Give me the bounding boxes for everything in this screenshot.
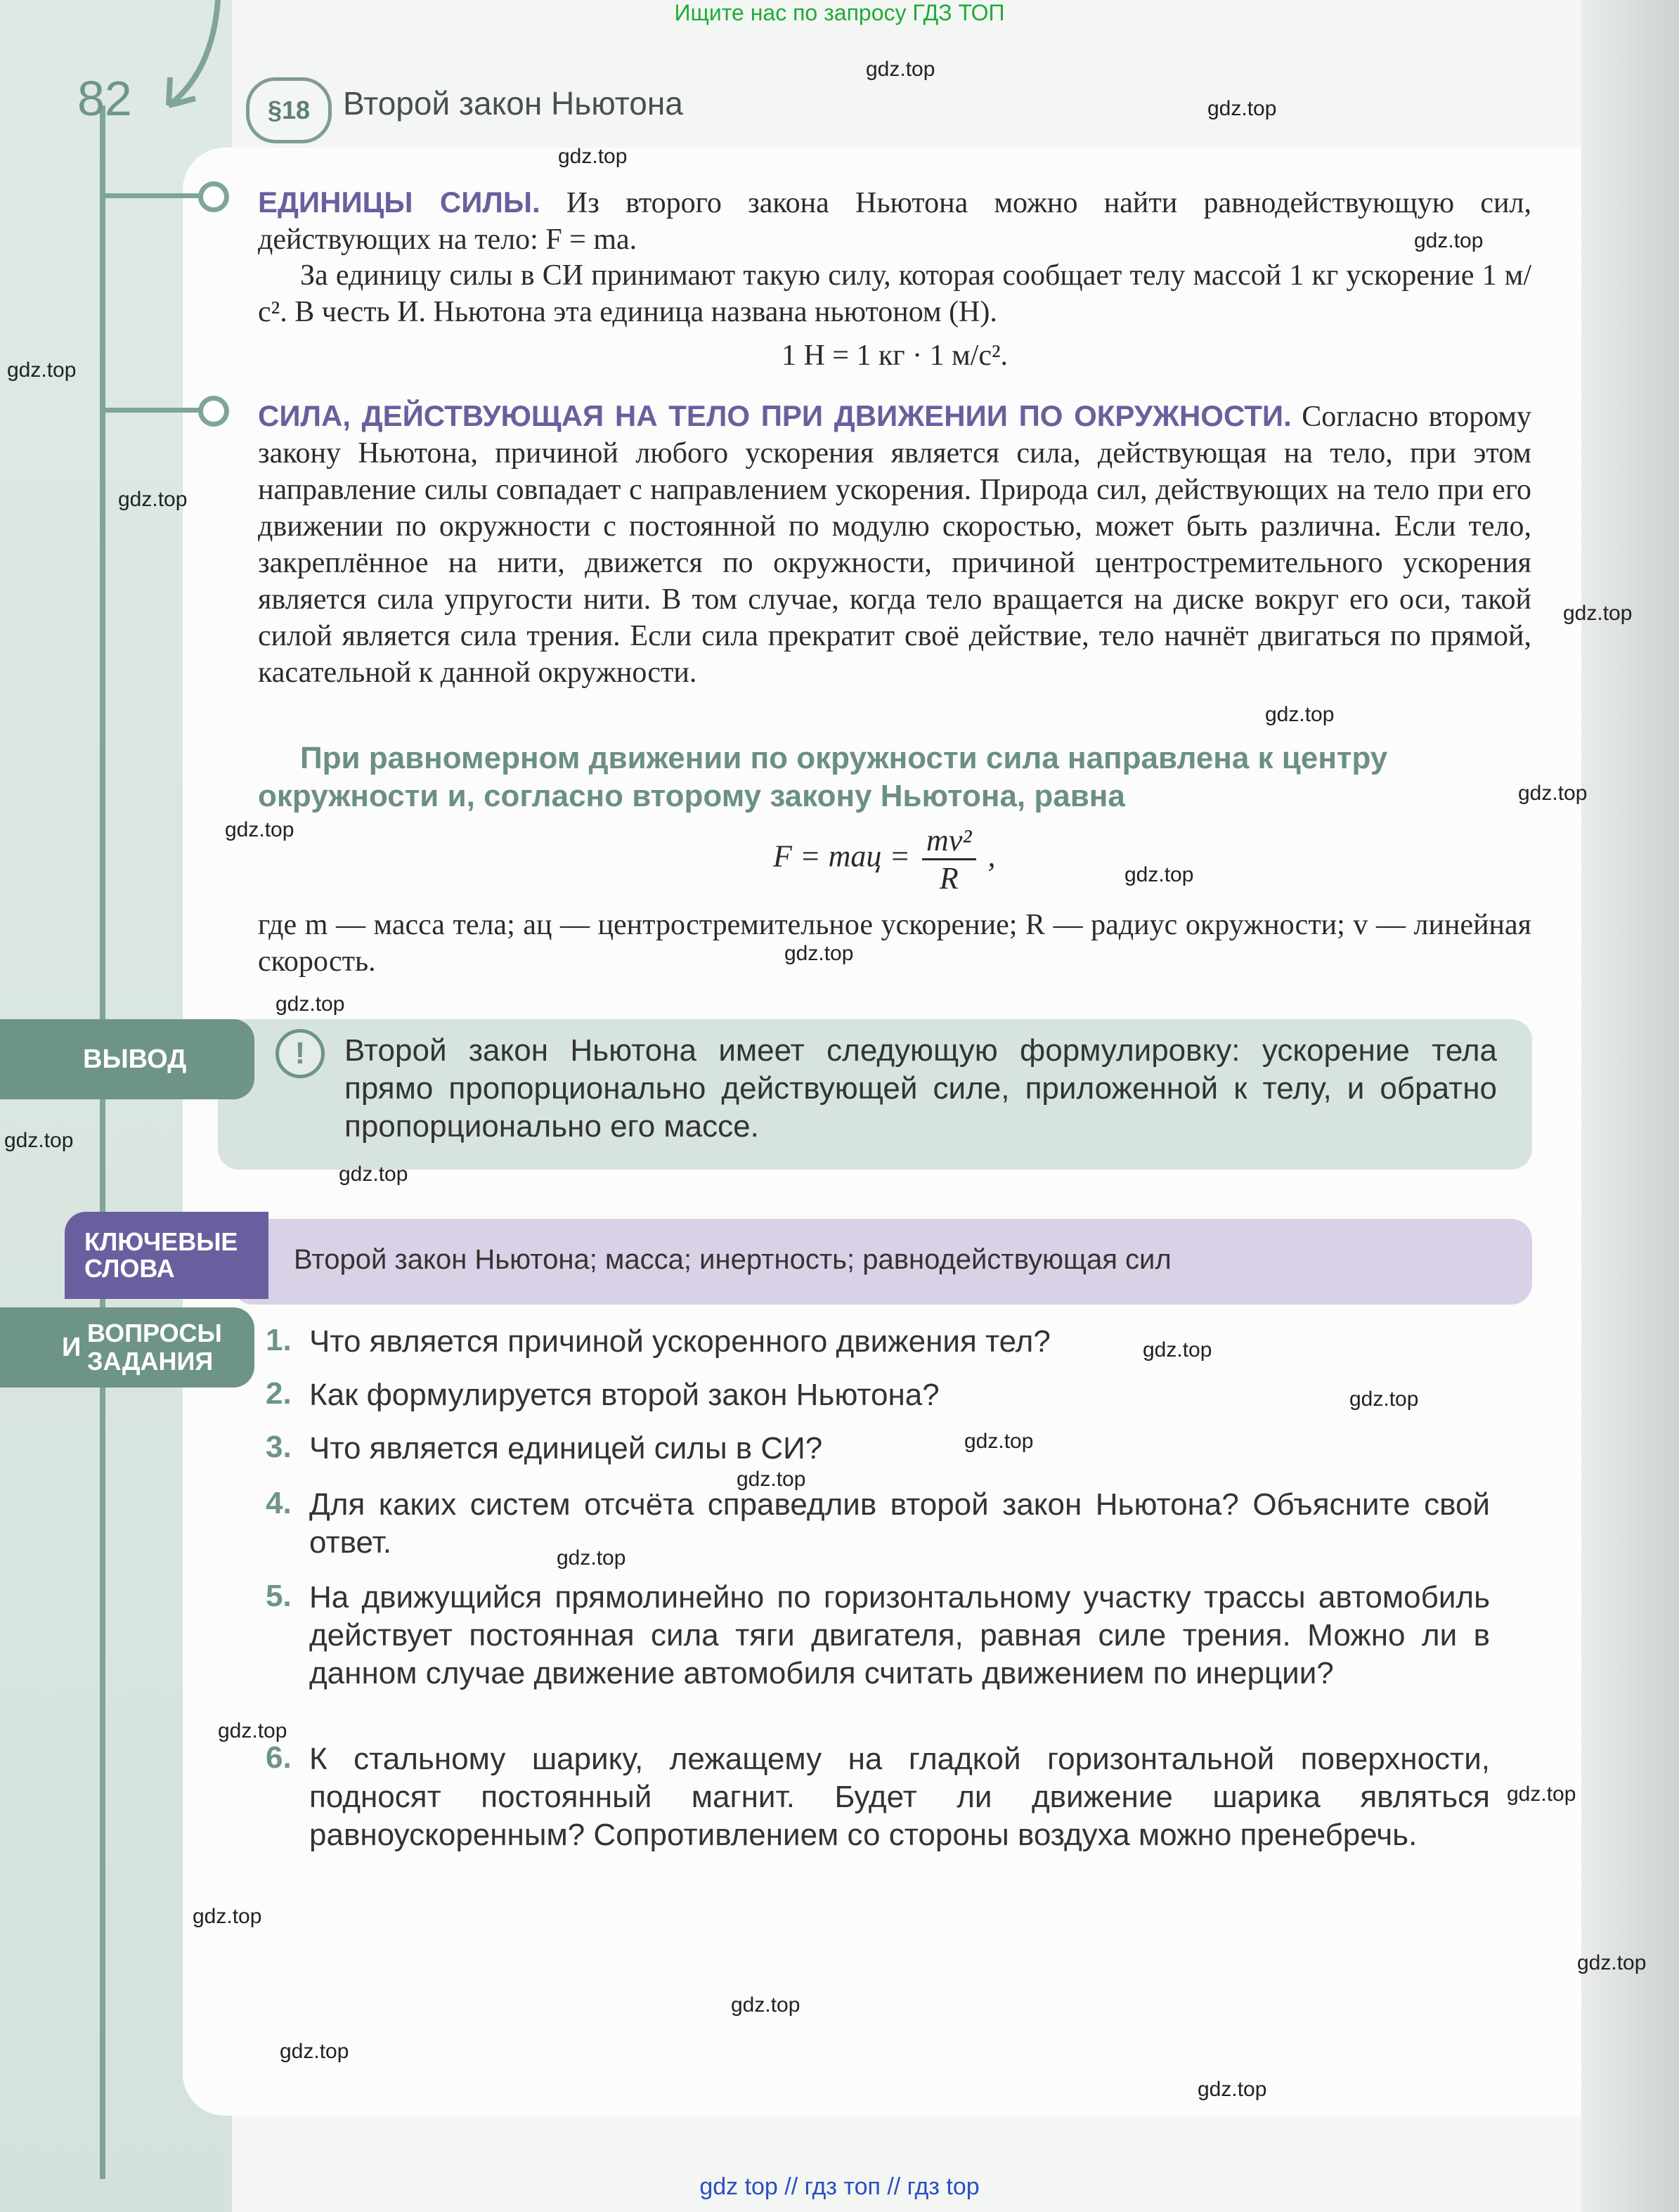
questions-tab-prefix: И xyxy=(62,1333,82,1362)
question-text: Что является единицей силы в СИ? xyxy=(309,1431,823,1466)
circle-paragraph xyxy=(258,398,1531,691)
keywords-text: Второй закон Ньютона; масса; инертность; равнодействующая сил xyxy=(294,1244,1172,1275)
formula-numerator: mv² xyxy=(922,822,976,860)
page-edge-shadow xyxy=(1581,0,1679,2212)
circle-rule: При равномерном движении по окружности сила направлена к центру окружности и, согласно второму закону Ньютона, равна xyxy=(258,741,1388,813)
node-connector xyxy=(100,193,205,198)
question-text: Что является причиной ускоренного движения тел? xyxy=(309,1324,1051,1359)
watermark: gdz.top xyxy=(1349,1388,1419,1411)
timeline-node xyxy=(198,181,229,212)
centripetal-formula xyxy=(773,822,996,896)
exclamation-icon: ! xyxy=(275,1029,325,1078)
questions-tab-line1: ВОПРОСЫ xyxy=(87,1319,222,1347)
watermark: gdz.top xyxy=(731,1993,800,2017)
formula-tail: , xyxy=(987,839,996,874)
timeline-spine xyxy=(100,105,105,2179)
watermark: gdz.top xyxy=(1198,2078,1267,2101)
watermark: gdz.top xyxy=(866,58,935,81)
watermark: gdz.top xyxy=(1265,703,1335,726)
watermark: gdz.top xyxy=(558,145,628,168)
watermark: gdz.top xyxy=(118,488,188,511)
watermark: gdz.top xyxy=(4,1129,74,1152)
questions-tab-line2: ЗАДАНИЯ xyxy=(87,1347,214,1376)
watermark: gdz.top xyxy=(218,1719,287,1742)
watermark: gdz.top xyxy=(964,1430,1034,1453)
curved-arrow-icon xyxy=(155,0,239,112)
question-number: 5. xyxy=(266,1579,292,1613)
watermark: gdz.top xyxy=(1518,782,1588,805)
watermark: gdz.top xyxy=(280,2040,349,2063)
units-paragraph xyxy=(258,184,1531,258)
units-text-2: За единицу силы в СИ принимают такую силу, которая сообщает телу массой 1 кг ускорение 1 м/с². В честь И. Ньютона эта единица названа ньютоном (Н). xyxy=(258,259,1531,328)
watermark: gdz.top xyxy=(1143,1338,1212,1362)
question-number: 6. xyxy=(266,1740,292,1775)
watermark: gdz.top xyxy=(1507,1783,1576,1806)
watermark: gdz.top xyxy=(225,818,294,841)
paragraph-badge: §18 xyxy=(246,77,332,143)
page-number: 82 xyxy=(77,71,132,126)
watermark: gdz.top xyxy=(737,1468,806,1491)
conclusion-tab: ВЫВОД xyxy=(0,1019,254,1099)
units-text-1: Из второго закона Ньютона можно найти равнодействующую сил, действующих на тело: F = ma. xyxy=(258,187,1531,256)
question-text: К стальному шарику, лежащему на гладкой горизонтальной поверхности, подносят постоянный магнит. Будет ли движение шарика являться равноускоренным? Сопротивлением со стороны воздуха можно пренебречь. xyxy=(309,1742,1490,1852)
keywords-tab-line2: СЛОВА xyxy=(84,1254,175,1283)
formula-left: F = maц = xyxy=(773,839,911,874)
watermark: gdz.top xyxy=(339,1163,408,1186)
question-text: Как формулируется второй закон Ньютона? xyxy=(309,1378,940,1412)
section-title: Второй закон Ньютона xyxy=(343,85,683,122)
watermark: gdz.top xyxy=(1414,229,1484,252)
keywords-tab-line1: КЛЮЧЕВЫЕ xyxy=(84,1227,238,1256)
units-equation: 1 Н = 1 кг · 1 м/с². xyxy=(781,339,1009,372)
units-heading: ЕДИНИЦЫ СИЛЫ. xyxy=(258,186,540,219)
question-number: 3. xyxy=(266,1430,292,1464)
keywords-tab xyxy=(65,1212,268,1299)
bottom-banner[interactable]: gdz top // гдз топ // гдз top xyxy=(699,2173,980,2200)
watermark: gdz.top xyxy=(1124,863,1194,886)
watermark: gdz.top xyxy=(784,942,854,965)
question-text: На движущийся прямолинейно по горизонтальному участку трассы автомобиль действует постоянная сила тяги двигателя, равная силе трения. Можно ли в данном случае движение автомобиля считать движением по инерции? xyxy=(309,1580,1490,1690)
watermark: gdz.top xyxy=(275,992,345,1016)
watermark: gdz.top xyxy=(193,1905,262,1928)
question-number: 4. xyxy=(266,1486,292,1520)
formula-fraction xyxy=(922,822,976,896)
circle-heading: СИЛА, ДЕЙСТВУЮЩАЯ НА ТЕЛО ПРИ ДВИЖЕНИИ ПО ОКРУЖНОСТИ. xyxy=(258,399,1292,432)
watermark: gdz.top xyxy=(1577,1951,1647,1974)
timeline-node xyxy=(198,396,229,427)
watermark: gdz.top xyxy=(557,1546,626,1570)
watermark: gdz.top xyxy=(1207,97,1277,120)
top-banner[interactable]: Ищите нас по запросу ГДЗ ТОП xyxy=(674,0,1005,25)
formula-denominator: R xyxy=(939,861,959,895)
questions-tab xyxy=(0,1307,254,1388)
question-text: Для каких систем отсчёта справедлив второй закон Ньютона? Объясните свой ответ. xyxy=(309,1487,1490,1560)
conclusion-text: Второй закон Ньютона имеет следующую формулировку: ускорение тела прямо пропорционально действующей силе, приложенной к телу, и обратно пропорционально его массе. xyxy=(344,1033,1497,1144)
circle-text: Согласно второму закону Ньютона, причиной любого ускорения является сила, действующая на тело, при этом направление силы совпадает с направлением ускорения. Природа сил, действующих на тело при его движении по окружности с постоянной по модулю скоростью, может быть различна. Если тело, закреплённое на нити, движется по окружности, причиной центростремительного ускорения является сила упругости нити. В том случае, когда тело вращается на диске вокруг его оси, такой силой является сила трения. Если сила прекратит своё действие, тело начнёт двигаться по прямой, касательной к данной окружности. xyxy=(258,401,1531,689)
watermark: gdz.top xyxy=(7,358,77,382)
formula-legend: где m — масса тела; aц — центростремительное ускорение; R — радиус окружности; v — линейная скорость. xyxy=(258,909,1531,978)
question-number: 2. xyxy=(266,1376,292,1411)
node-connector xyxy=(100,408,205,413)
watermark: gdz.top xyxy=(1563,602,1633,625)
question-number: 1. xyxy=(266,1323,292,1357)
